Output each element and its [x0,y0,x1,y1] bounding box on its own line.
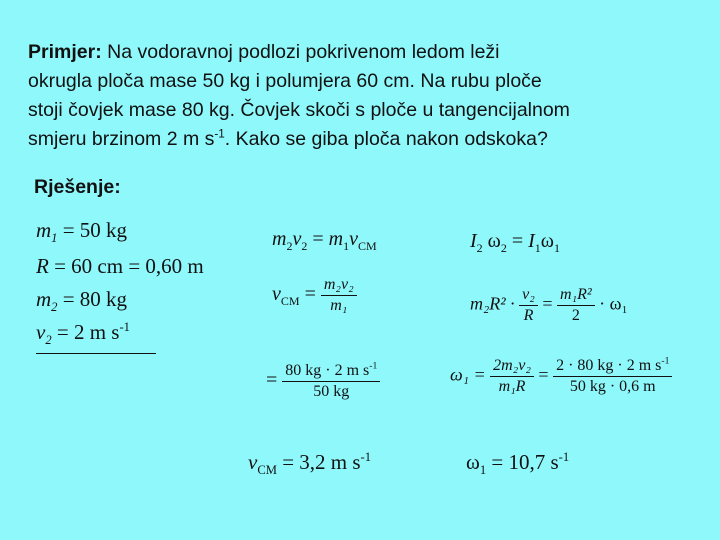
eq-vcm-substitution [266,362,380,401]
given-m1 [36,218,128,246]
t: = 3,2 m s [276,450,361,474]
s: 1 [479,463,487,478]
var: R [36,254,49,278]
denominator: m₁ [330,297,348,314]
eq-omega-formula [450,357,672,396]
s: -1 [369,360,378,372]
fraction [282,362,380,401]
t: m₂R² · [470,293,520,314]
numerator: m₂v₂ [321,276,357,296]
s: -1 [661,355,670,367]
solution-heading: Rješenje: [34,176,121,198]
eq-momentum [272,228,377,251]
s: 1 [343,239,350,253]
sub: 2 [45,333,52,348]
sub: 1 [51,231,58,246]
sub: 2 [51,300,58,315]
t: m [272,228,287,250]
t: · ω₁ [594,293,628,314]
s: CM [280,294,300,309]
t: = [537,293,557,314]
s: -1 [360,450,372,464]
t: = [533,364,554,385]
fraction [490,357,534,396]
numerator: 2m₂v₂ [490,357,534,377]
denominator: R [523,307,534,324]
given-underline [36,353,156,354]
var: m [36,287,52,311]
problem-statement [28,38,708,154]
problem-label: Primjer: [28,41,102,63]
value: = 2 m s [51,320,120,344]
var: v [36,320,46,344]
denominator: 50 kg · 0,6 m [569,378,656,395]
fraction [553,357,672,396]
t: ω₁ = [450,364,491,385]
t: m [328,228,344,250]
t: = [299,283,321,306]
fraction [557,286,595,325]
t: v [272,283,281,306]
eq-vcm-formula [272,276,357,315]
fraction [519,286,538,325]
t: ω [482,230,501,252]
fraction [321,276,357,315]
t: = [307,228,329,250]
given-m2 [36,287,128,315]
problem-text-4a: smjeru brzinom 2 m s [28,128,215,150]
t: I [470,230,477,252]
eq-angular [470,230,560,253]
t: I [528,230,535,252]
s: 2 [476,241,483,255]
s: 1 [534,241,541,255]
s: 2 [286,239,293,253]
denominator: 2 [571,307,580,324]
s: 2 [500,241,507,255]
omega-result [466,450,570,478]
s: CM [357,239,377,253]
problem-exponent: -1 [214,127,225,141]
s: -1 [558,450,570,464]
t: = [266,369,283,392]
value: = 80 kg [57,287,128,311]
t: ω [540,230,554,252]
numerator: v₂ [519,286,538,306]
s: 2 [301,239,308,253]
t: = [506,230,529,252]
problem-line-1 [28,38,708,67]
t: = 10,7 s [486,450,559,474]
t: v [248,450,258,474]
s: CM [257,463,277,478]
problem-line-4 [28,125,708,154]
eq-inertia [470,286,628,325]
var: m [36,218,52,242]
t: 2 · 80 kg · 2 m s [556,357,662,374]
numerator: m₁R² [557,286,595,306]
t: 80 kg · 2 m s [285,362,370,379]
denominator: m₁R [498,378,526,395]
denominator: 50 kg [313,383,350,400]
t: ω [466,450,480,474]
problem-text-4b: . Kako se giba ploča nakon odskoka? [224,128,548,150]
problem-text-1: Na vodoravnoj podlozi pokrivenom ledom leži [107,41,500,63]
exp: -1 [119,320,130,334]
value: = 60 cm = 0,60 m [48,254,204,278]
value: = 50 kg [57,218,128,242]
numerator [282,362,380,382]
given-R [36,254,204,279]
problem-line-3: stoji čovjek mase 80 kg. Čovjek skoči s ploče u tangencijalnom [28,99,570,121]
t: v [349,228,358,250]
s: 1 [553,241,560,255]
given-v2 [36,320,130,348]
vcm-result [248,450,372,478]
problem-line-2: okrugla ploča mase 50 kg i polumjera 60 cm. Na rubu ploče [28,70,542,92]
t: v [292,228,302,250]
numerator [553,357,672,377]
